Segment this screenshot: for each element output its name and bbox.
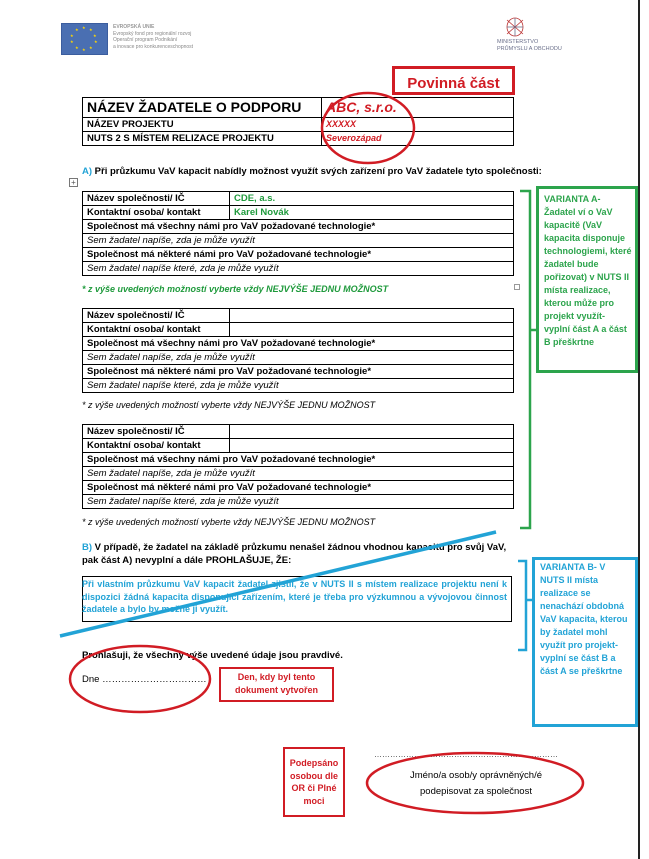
some-tech-hint[interactable]: Sem žadatel napíše které, zda je může využít — [83, 379, 514, 393]
all-tech-hint[interactable]: Sem žadatel napíše, zda je může využít — [83, 234, 514, 248]
red-ellipse-date — [70, 646, 210, 712]
nuts-label: NUTS 2 S MÍSTEM RELIZACE PROJEKTU — [83, 132, 322, 146]
red-ellipse-values — [322, 93, 414, 163]
company-name-label: Název společnosti/ IČ — [83, 192, 230, 206]
some-tech-label: Společnost má některé námi pro VaV požadované technologie* — [83, 248, 514, 262]
section-a-text: Při průzkumu VaV kapacit nabídly možnost využít svých zařízení pro VaV žadatele tyto společnosti: — [94, 166, 542, 177]
applicant-label: NÁZEV ŽADATELE O PODPORU — [83, 98, 322, 118]
company-name-label: Název společnosti/ IČ — [83, 425, 230, 439]
table-move-icon[interactable]: + — [69, 178, 78, 187]
strike-through-line — [60, 532, 496, 636]
section-b-text: V případě, že žadatel na základě průzkumu nenašel žádnou vhodnou kapacitu pro svůj VaV, pak část A) nevyplní a dále PROHLAŠUJE, ŽE: — [82, 542, 507, 566]
selection-note: * z výše uvedených možností vyberte vždy NEJVÝŠE JEDNU MOŽNOST — [82, 517, 376, 527]
green-bracket — [520, 191, 530, 528]
nuts-value[interactable]: Severozápad — [322, 132, 514, 146]
variant-b-callout: VARIANTA B- V NUTS II místa realizace se nenachází obdobná VaV kapacita, kterou by žadatel mohl využít pro projekt- vyplní se část B a část A se přeškrtne — [532, 557, 638, 727]
applicant-value[interactable]: ABC, s.r.o. — [322, 98, 514, 118]
section-a-letter: A) — [82, 166, 93, 177]
ministry-line: PRŮMYSLU A OBCHODU — [497, 46, 562, 52]
some-tech-hint[interactable]: Sem žadatel napíše které, zda je může využít — [83, 495, 514, 509]
contact-label: Kontaktní osoba/ kontakt — [83, 206, 230, 220]
ministry-line: MINISTERSTVO — [497, 39, 539, 45]
section-b-letter: B) — [82, 542, 93, 553]
selection-note: * z výše uvedených možností vyberte vždy NEJVÝŠE JEDNU MOŽNOST — [82, 284, 389, 294]
signature-callout: Podepsáno osobou dle OR či Plné moci — [283, 747, 345, 817]
date-callout: Den, kdy byl tento dokument vytvořen — [219, 667, 334, 702]
declaration-text: Prohlašuji, že všechny výše uvedené údaje jsou pravdivé. — [82, 650, 343, 661]
section-b-statement: Při vlastním průzkumu VaV kapacit žadatel zjistil, že v NUTS II s místem realizace projektu není k dispozici žádná kapacita disponující zařízením, které je třeba pro výzkumnou a vývojovou činnost žadatele a bylo by možné ji využít. — [82, 579, 507, 614]
some-tech-hint[interactable]: Sem žadatel napíše které, zda je může využít — [83, 262, 514, 276]
signature-caption: Jméno/a osob/y oprávněných/é podepisovat za společnost — [409, 770, 543, 797]
contact-value[interactable]: Karel Novák — [230, 206, 514, 220]
contact-label: Kontaktní osoba/ kontakt — [83, 439, 230, 453]
eu-line: EVROPSKÁ UNIE — [113, 24, 155, 30]
project-label: NÁZEV PROJEKTU — [83, 118, 322, 132]
all-tech-label: Společnost má všechny námi pro VaV požadované technologie* — [83, 220, 514, 234]
red-ellipse-signature — [367, 753, 583, 813]
eu-line: a inovace pro konkurenceschopnost — [113, 43, 194, 50]
company-name-value[interactable]: CDE, a.s. — [230, 192, 514, 206]
project-value[interactable]: XXXXX — [322, 118, 514, 132]
date-field[interactable]: Dne …………………………… — [82, 674, 207, 685]
company-name-label: Název společnosti/ IČ — [83, 309, 230, 323]
eu-line: Evropský fond pro regionální rozvoj — [113, 30, 192, 37]
all-tech-hint[interactable]: Sem žadatel napíše, zda je může využít — [83, 351, 514, 365]
some-tech-label: Společnost má některé námi pro VaV požadované technologie* — [83, 365, 514, 379]
all-tech-label: Společnost má všechny námi pro VaV požadované technologie* — [83, 453, 514, 467]
selection-note: * z výše uvedených možností vyberte vždy NEJVÝŠE JEDNU MOŽNOST — [82, 400, 376, 410]
contact-label: Kontaktní osoba/ kontakt — [83, 323, 230, 337]
signature-line[interactable]: …………………………………………………………… — [374, 750, 558, 759]
mandatory-callout: Povinná část — [392, 66, 515, 95]
eu-flag-logo: ★ ★ ★ ★ ★ ★ ★ ★ ★ ★ — [61, 23, 108, 55]
blue-bracket — [518, 561, 526, 650]
some-tech-label: Společnost má některé námi pro VaV požadované technologie* — [83, 481, 514, 495]
all-tech-hint[interactable]: Sem žadatel napíše, zda je může využít — [83, 467, 514, 481]
variant-a-callout: VARIANTA A- Žadatel ví o VaV kapacitě (VaV kapacita disponuje technologiemi, které žadatel bude pořizovat) v NUTS II místa realizace, kterou může pro projekt využít- vyplní část A a část B přeškrtne — [536, 186, 638, 373]
all-tech-label: Společnost má všechny námi pro VaV požadované technologie* — [83, 337, 514, 351]
eu-line: Operační program Podnikání — [113, 37, 178, 43]
